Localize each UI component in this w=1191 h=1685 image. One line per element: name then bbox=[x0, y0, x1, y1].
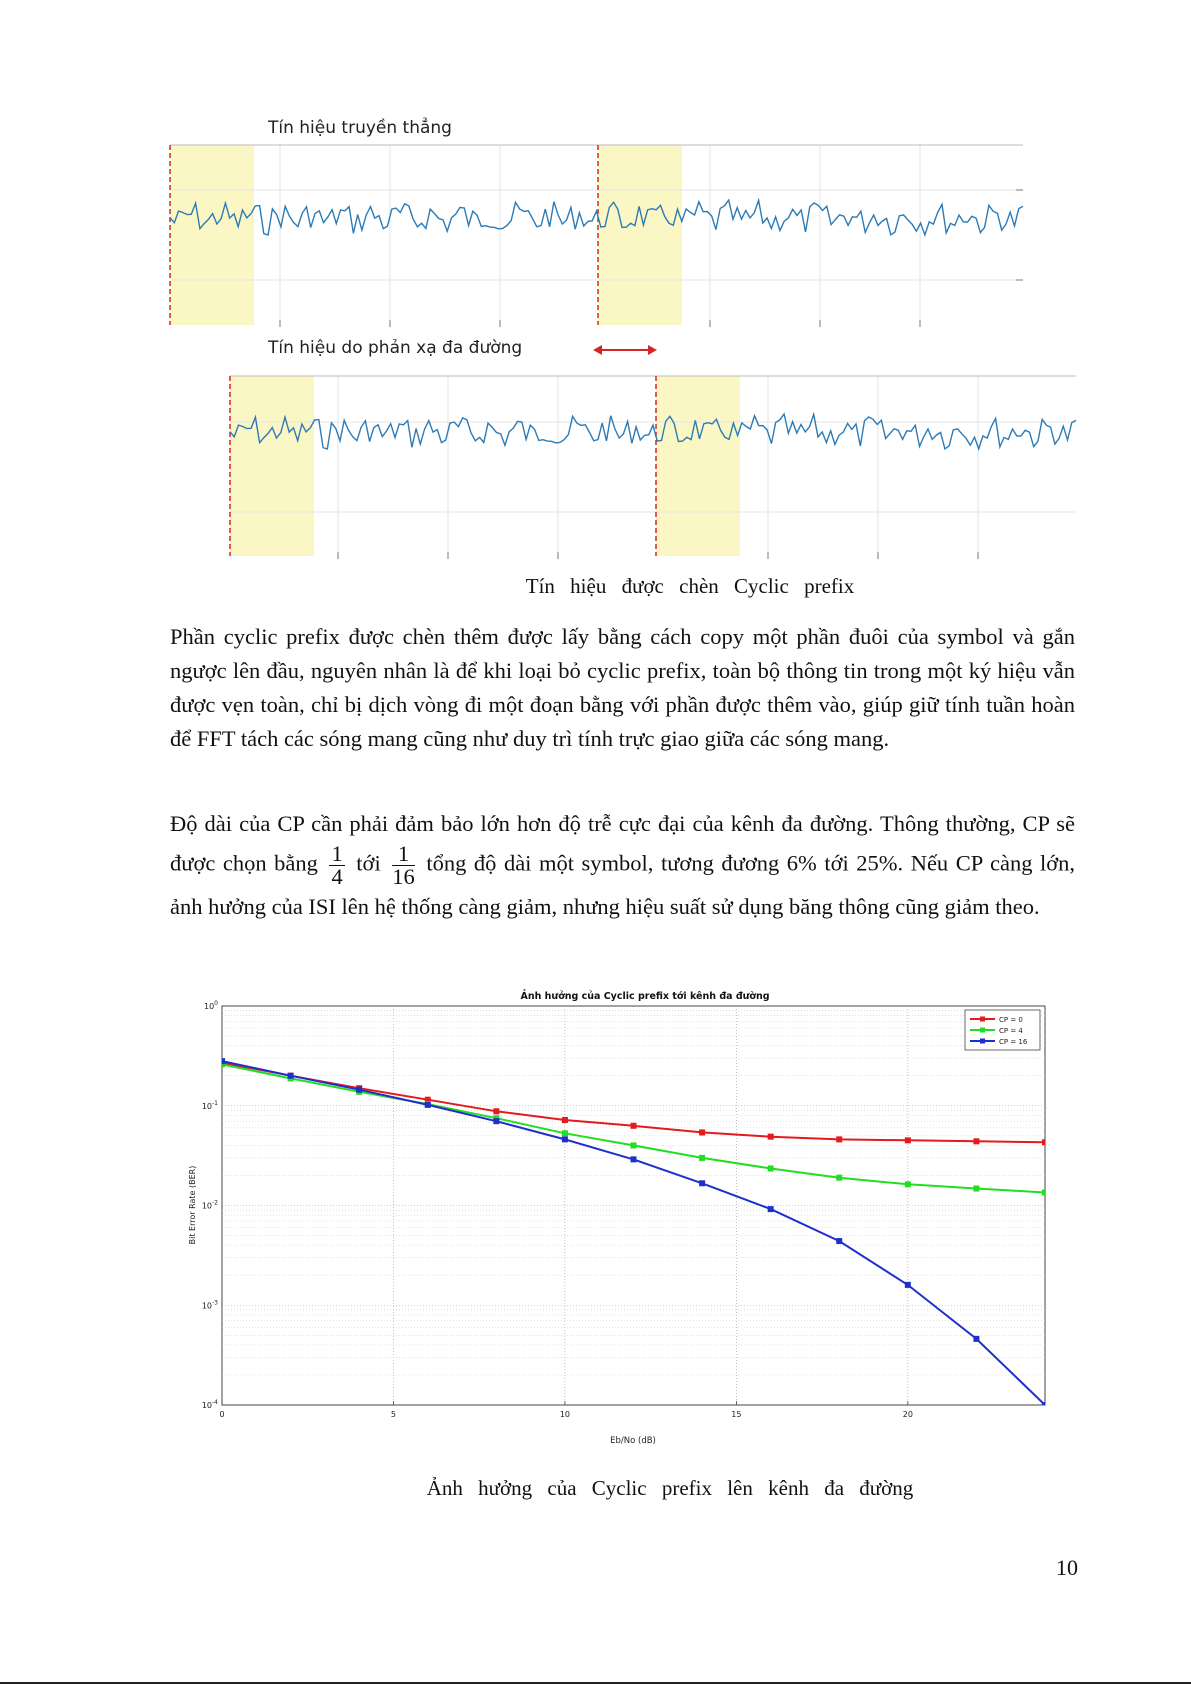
x-tick-label: 10 bbox=[559, 1410, 571, 1419]
paragraph-2-part1: Độ dài của CP cần phải đảm bảo lớn hơn độ trễ cực đại của kênh đa đường. Thông thường, CP sẽ được chọn bằng bbox=[170, 811, 1075, 876]
signal-figure-caption: Tín hiệu được chèn Cyclic prefix bbox=[525, 574, 855, 598]
data-point bbox=[631, 1123, 637, 1129]
bottom-rule bbox=[0, 1682, 1191, 1684]
multipath-waveform bbox=[230, 414, 1076, 449]
legend-marker bbox=[980, 1028, 985, 1033]
paragraph-1-text: Phần cyclic prefix được chèn thêm được lấy bằng cách copy một phần đuôi của symbol và gắn ngược lên đầu, nguyên nhân là để khi loại bỏ cyclic prefix, toàn bộ thông tin trong một ký hiệu vẫn được vẹn toàn, chỉ bị dịch vòng đi một đoạn bằng với phần được thêm vào, giúp giữ tính tuần hoàn để FFT tách các sóng mang cũng như duy trì tính trực giao giữa các sóng mang. bbox=[170, 624, 1075, 751]
data-point bbox=[768, 1206, 774, 1212]
direct-waveform bbox=[170, 200, 1023, 235]
data-point bbox=[768, 1165, 774, 1171]
data-point bbox=[425, 1102, 431, 1108]
data-point bbox=[562, 1117, 568, 1123]
fraction-2-numerator: 1 bbox=[392, 843, 415, 866]
cp-shade-4 bbox=[656, 376, 740, 556]
data-point bbox=[288, 1073, 294, 1079]
paragraph-1 bbox=[170, 620, 1075, 756]
paragraph-2-part2: tới bbox=[356, 850, 381, 876]
y-axis-label: Bit Error Rate (BER) bbox=[188, 1165, 197, 1245]
chart-title: Ảnh hưởng của Cyclic prefix tới kênh đa đường bbox=[520, 991, 770, 1002]
data-point bbox=[699, 1129, 705, 1135]
fraction-2-denominator: 16 bbox=[392, 864, 415, 889]
multipath-signal-label: Tín hiệu do phản xạ đa đường bbox=[268, 338, 523, 358]
data-point bbox=[836, 1238, 842, 1244]
legend-label: CP = 0 bbox=[999, 1016, 1023, 1024]
data-point bbox=[493, 1118, 499, 1124]
data-point bbox=[699, 1155, 705, 1161]
fraction-one-quarter bbox=[329, 843, 344, 888]
data-point bbox=[973, 1336, 979, 1342]
data-point bbox=[493, 1108, 499, 1114]
x-tick-label: 20 bbox=[902, 1410, 913, 1419]
fraction-one-sixteenth bbox=[392, 843, 415, 888]
x-axis-label: Eb/No (dB) bbox=[610, 1436, 656, 1446]
cp-shade-2 bbox=[598, 145, 682, 325]
data-point bbox=[562, 1136, 568, 1142]
x-tick-label: 15 bbox=[731, 1410, 742, 1419]
data-point bbox=[219, 1058, 225, 1064]
legend-marker bbox=[980, 1039, 985, 1044]
data-point bbox=[836, 1136, 842, 1142]
fraction-1-denominator: 4 bbox=[331, 864, 343, 889]
legend bbox=[965, 1010, 1040, 1050]
chart-caption: Ảnh hưởng của Cyclic prefix lên kênh đa đường bbox=[426, 1476, 914, 1500]
data-point bbox=[973, 1138, 979, 1144]
data-point bbox=[562, 1130, 568, 1136]
data-point bbox=[905, 1137, 911, 1143]
data-point bbox=[905, 1282, 911, 1288]
direct-signal-label: Tín hiệu truyền thẳng bbox=[268, 118, 452, 138]
cp-shade-1 bbox=[170, 145, 254, 325]
multipath-signal-plot bbox=[226, 372, 1078, 562]
data-point bbox=[973, 1186, 979, 1192]
y-tick-label: $10^0$ bbox=[203, 1000, 218, 1011]
ber-chart bbox=[175, 985, 1055, 1450]
legend-label: CP = 16 bbox=[999, 1038, 1028, 1046]
direct-signal-plot bbox=[168, 140, 1028, 330]
y-tick-label: $10^{-4}$ bbox=[201, 1399, 218, 1410]
data-point bbox=[631, 1156, 637, 1162]
y-tick-label: $10^{-1}$ bbox=[201, 1099, 218, 1111]
page-number: 10 bbox=[1056, 1555, 1078, 1580]
paragraph-2-text bbox=[170, 805, 1075, 926]
data-point bbox=[1042, 1402, 1048, 1408]
x-tick-label: 0 bbox=[219, 1410, 225, 1419]
data-point bbox=[699, 1180, 705, 1186]
data-point bbox=[1042, 1189, 1048, 1195]
paragraph-2-part3: tổng độ dài một symbol, tương đương 6% tới 25%. Nếu CP càng lớn, ảnh hưởng của ISI lên hệ thống càng giảm, nhưng hiệu suất sử dụng băng thông cũng giảm theo. bbox=[170, 850, 1076, 919]
cp-shade-3 bbox=[230, 376, 314, 556]
fraction-1-numerator: 1 bbox=[331, 841, 343, 866]
data-point bbox=[768, 1134, 774, 1140]
data-point bbox=[836, 1175, 842, 1181]
legend-marker bbox=[980, 1017, 985, 1022]
data-point bbox=[631, 1142, 637, 1148]
x-tick-label: 5 bbox=[390, 1410, 397, 1419]
y-tick-label: $10^{-2}$ bbox=[201, 1199, 218, 1211]
delay-arrow bbox=[592, 342, 658, 358]
data-point bbox=[1042, 1139, 1048, 1145]
data-point bbox=[356, 1087, 362, 1093]
paragraph-2 bbox=[170, 805, 1075, 926]
y-tick-label: $10^{-3}$ bbox=[201, 1299, 218, 1311]
data-point bbox=[905, 1181, 911, 1187]
legend-label: CP = 4 bbox=[999, 1027, 1023, 1035]
